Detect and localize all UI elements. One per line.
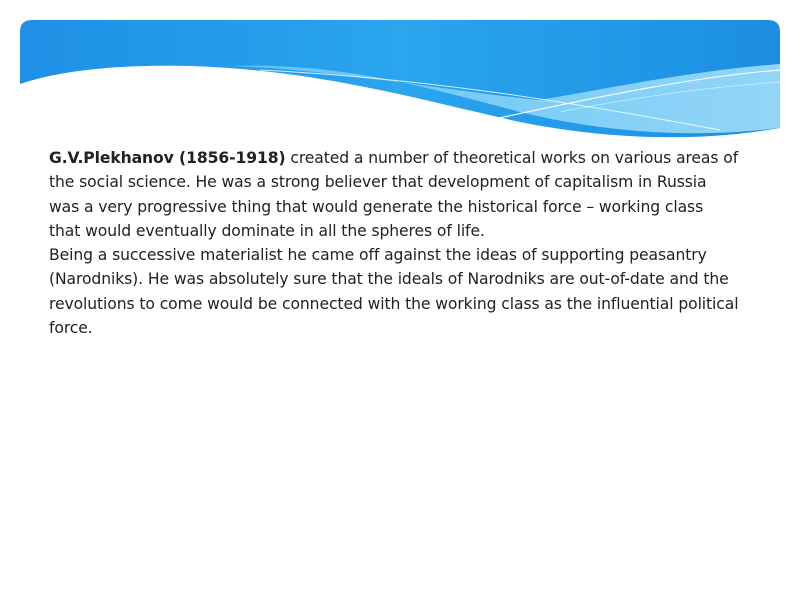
paragraph-2: Being a successive materialist he came off against the ideas of supporting peasantry (Narodniks). He was absolutely sure that the ideals of Narodniks are out-of-date and the revolutions to come would be connected with the working class as the influential political force. xyxy=(49,246,739,338)
paragraph-1 xyxy=(49,146,739,243)
body-text xyxy=(49,146,739,340)
plekhanov-name: G.V.Plekhanov (1856-1918) xyxy=(49,149,286,167)
paragraph-1-text: created a number of theoretical works on various areas of the social science. He was a strong believer that development of capitalism in Russia was a very progressive thing that would generate the historical force – working class that would eventually dominate in all the spheres of life. xyxy=(49,149,739,240)
header-wave-banner xyxy=(0,0,800,150)
